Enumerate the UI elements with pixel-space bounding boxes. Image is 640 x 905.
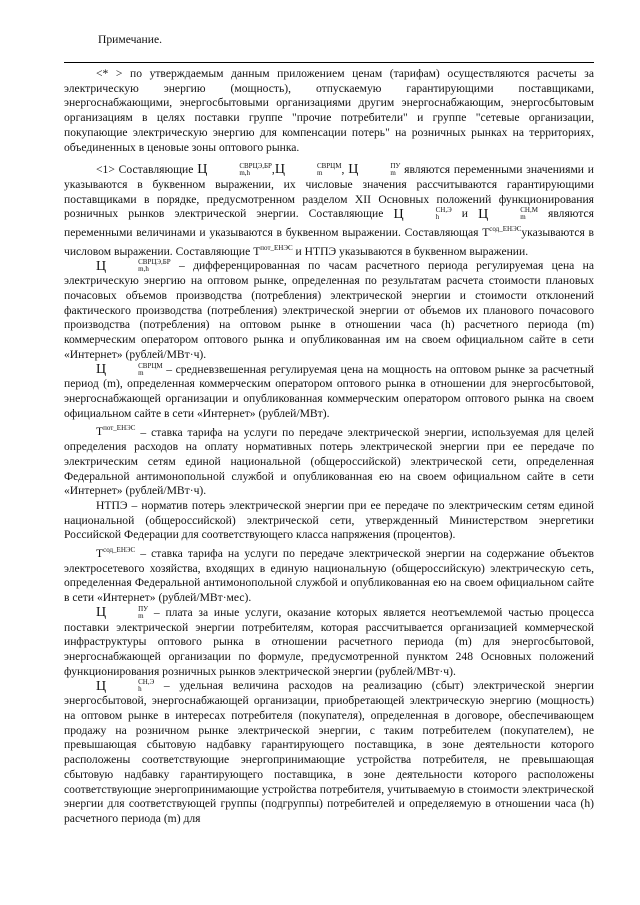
symbol-c-pu: Ц ПУ m (96, 604, 149, 620)
paragraph-potenes: $Т^{пот\_ЕНЭС}$ – ставка тарифа на услуги по передаче электрической энергии, используемая для целей определения расходов на оплату нормативных потерь электрической энергии при ее передаче по электрическим сетям единой национальной (общероссийской) электрической сети, определенная Федеральной антимонопольной службой и опубликованная ею на своем официальном сайте в сети «Интернет» (рублей/МВт·ч). (64, 424, 594, 498)
paragraph-svrcebr: Ц СВРЦЭ,БР m,h – дифференцированная по часам расчетного периода регулируемая цена на электрическую энергию на оптовом рынке, определенная по результатам расчета стоимости плановых почасовых объемов производства (потребления) электрической энергии и стоимости отклонений фактического производства (потребления) электрической энергии от объемов их планового почасового производства (потребления) на оптовом рынке в отношении часа (h) расчетного периода (m) коммерческим оператором оптового рынка и опубликованная им на своем официальном сайте в сети «Интернет» (рублей/МВт·ч). (64, 258, 594, 361)
paragraph-svrcm: Ц СВРЦМ m – средневзвешенная регулируемая цена на мощность на оптовом рынке за расчетный период (m), определенная коммерческим оператором оптового рынка в отношении для энергосбытовой, энергоснабжающей организации и опубликованная коммерческим оператором оптового рынка на своем официальном сайте в сети «Интернет» (рублей/МВт). (64, 361, 594, 420)
symbol-t-sodenes: $Т^{сод\_ЕНЭС}$ (96, 546, 136, 560)
symbol-t-potenes: $Т^{пот\_ЕНЭС}$ (96, 424, 136, 439)
paragraph-components: <1> Составляющие Ц СВРЦЭ,БР m,h ,Ц СВРЦМ m , Ц ПУ m являются переменными значениями и указываются в буквенном выражении, их числовые значения рассчитываются гарантирующими поставщиками в порядке, предусмотренном разделом XII Основных положений функционирования розничных рынков электрической энергии. Составляющие Ц СН,Э h и Ц СН,М m являются переменными величинами и указываются в буквенном выражении. Составляющая $Т^{сод\_ЕНЭС}указываются$ в числовом выражении. Составляющие $Т^{пот\_ЕНЭС}$ и НТПЭ указываются в буквенном выражении. (64, 162, 595, 258)
symbol-c-svrcebr: Ц СВРЦЭ,БР m,h (197, 162, 272, 178)
symbol-c-pu: Ц ПУ m (348, 162, 401, 178)
paragraph-ntpe: НТПЭ – норматив потерь электрической энергии при ее передаче по электрическим сетям единой национальной (общероссийской) электрической сети, утвержденный Министерством энергетики Российской Федерации для соответствующего класса напряжения (процентов). (64, 498, 594, 542)
symbol-t-sodenes: $Т^{сод\_ЕНЭС}$ (482, 225, 522, 240)
symbol-c-sne: Ц СН,Э h (393, 206, 452, 222)
symbol-c-sne: Ц СН,Э h (96, 678, 155, 694)
separator-line (64, 62, 594, 63)
symbol-t-potenes: $Т^{пот\_ЕНЭС}$ (253, 243, 293, 258)
symbol-c-svrcm: Ц СВРЦМ m (274, 162, 342, 178)
footnote-block (64, 67, 594, 155)
note-heading: Примечание. (98, 33, 162, 46)
symbol-c-svrcebr: Ц СВРЦЭ,БР m,h (96, 258, 171, 274)
paragraph-sne: Ц СН,Э h – удельная величина расходов на реализацию (сбыт) электрической энергии энергосбытовой, энергоснабжающей организации, приобретающей электрическую энергию (мощность) на оптовом рынке в интересах потребителя (покупателя), определенная в договоре, обеспечивающем продажу на розничном рынке электрической энергии, с таким потребителем (покупателем), не превышающая сбытовую надбавку гарантирующего поставщика, в зоне деятельности которого расположены соответствующие энергопринимающие устройства потребителя, не превышающая сбытовую надбавку гарантирующего поставщика, в зоне деятельности которого расположены соответствующие энергопринимающие устройства потребителя, учитываемую в стоимости электрической энергии для соответствующей группы (подгруппы) потребителей и определяемую в отношении часа (h) расчетного периода (m) для (64, 678, 594, 825)
symbol-c-snm: Ц СН,М m (478, 206, 538, 222)
symbol-c-svrcm: Ц СВРЦМ m (96, 361, 163, 377)
paragraph-pu: Ц ПУ m – плата за иные услуги, оказание которых является неотъемлемой частью процесса поставки электрической энергии потребителям, которая рассчитывается организацией коммерческой инфраструктуры оптового рынка в отношении расчетного периода (m) для энергосбытовой, энергоснабжающей организации по формуле, предусмотренной пунктом 248 Основных положений функционирования розничных рынков электрической энергии (рублей/МВт·ч). (64, 604, 594, 678)
footnote-text: <* > по утверждаемым данным приложением ценам (тарифам) осуществляются расчеты за электрическую энергию (мощность), отпускаемую гарантирующими поставщиками, энергоснабжающими, энергосбытовыми организациями другим энергоснабжающим, энергосбытовым организациям в целях поставки группе "прочие потребители" и группе "сетевые организации, покупающие электрическую энергию для компенсации потерь" на розничных рынках на территориях, объединенных в ценовые зоны оптового рынка. (64, 67, 594, 154)
explanations-block (64, 163, 594, 827)
paragraph-sodenes: $Т^{сод\_ЕНЭС}$ – ставка тарифа на услуги по передаче электрической энергии на содержание объектов электросетевого хозяйства, входящих в единую национальную (общероссийскую) электрическую сеть, определенная Федеральной антимонопольной службой и опубликованная ею на своем официальном сайте в сети «Интернет» (рублей/МВт·мес). (64, 546, 594, 604)
